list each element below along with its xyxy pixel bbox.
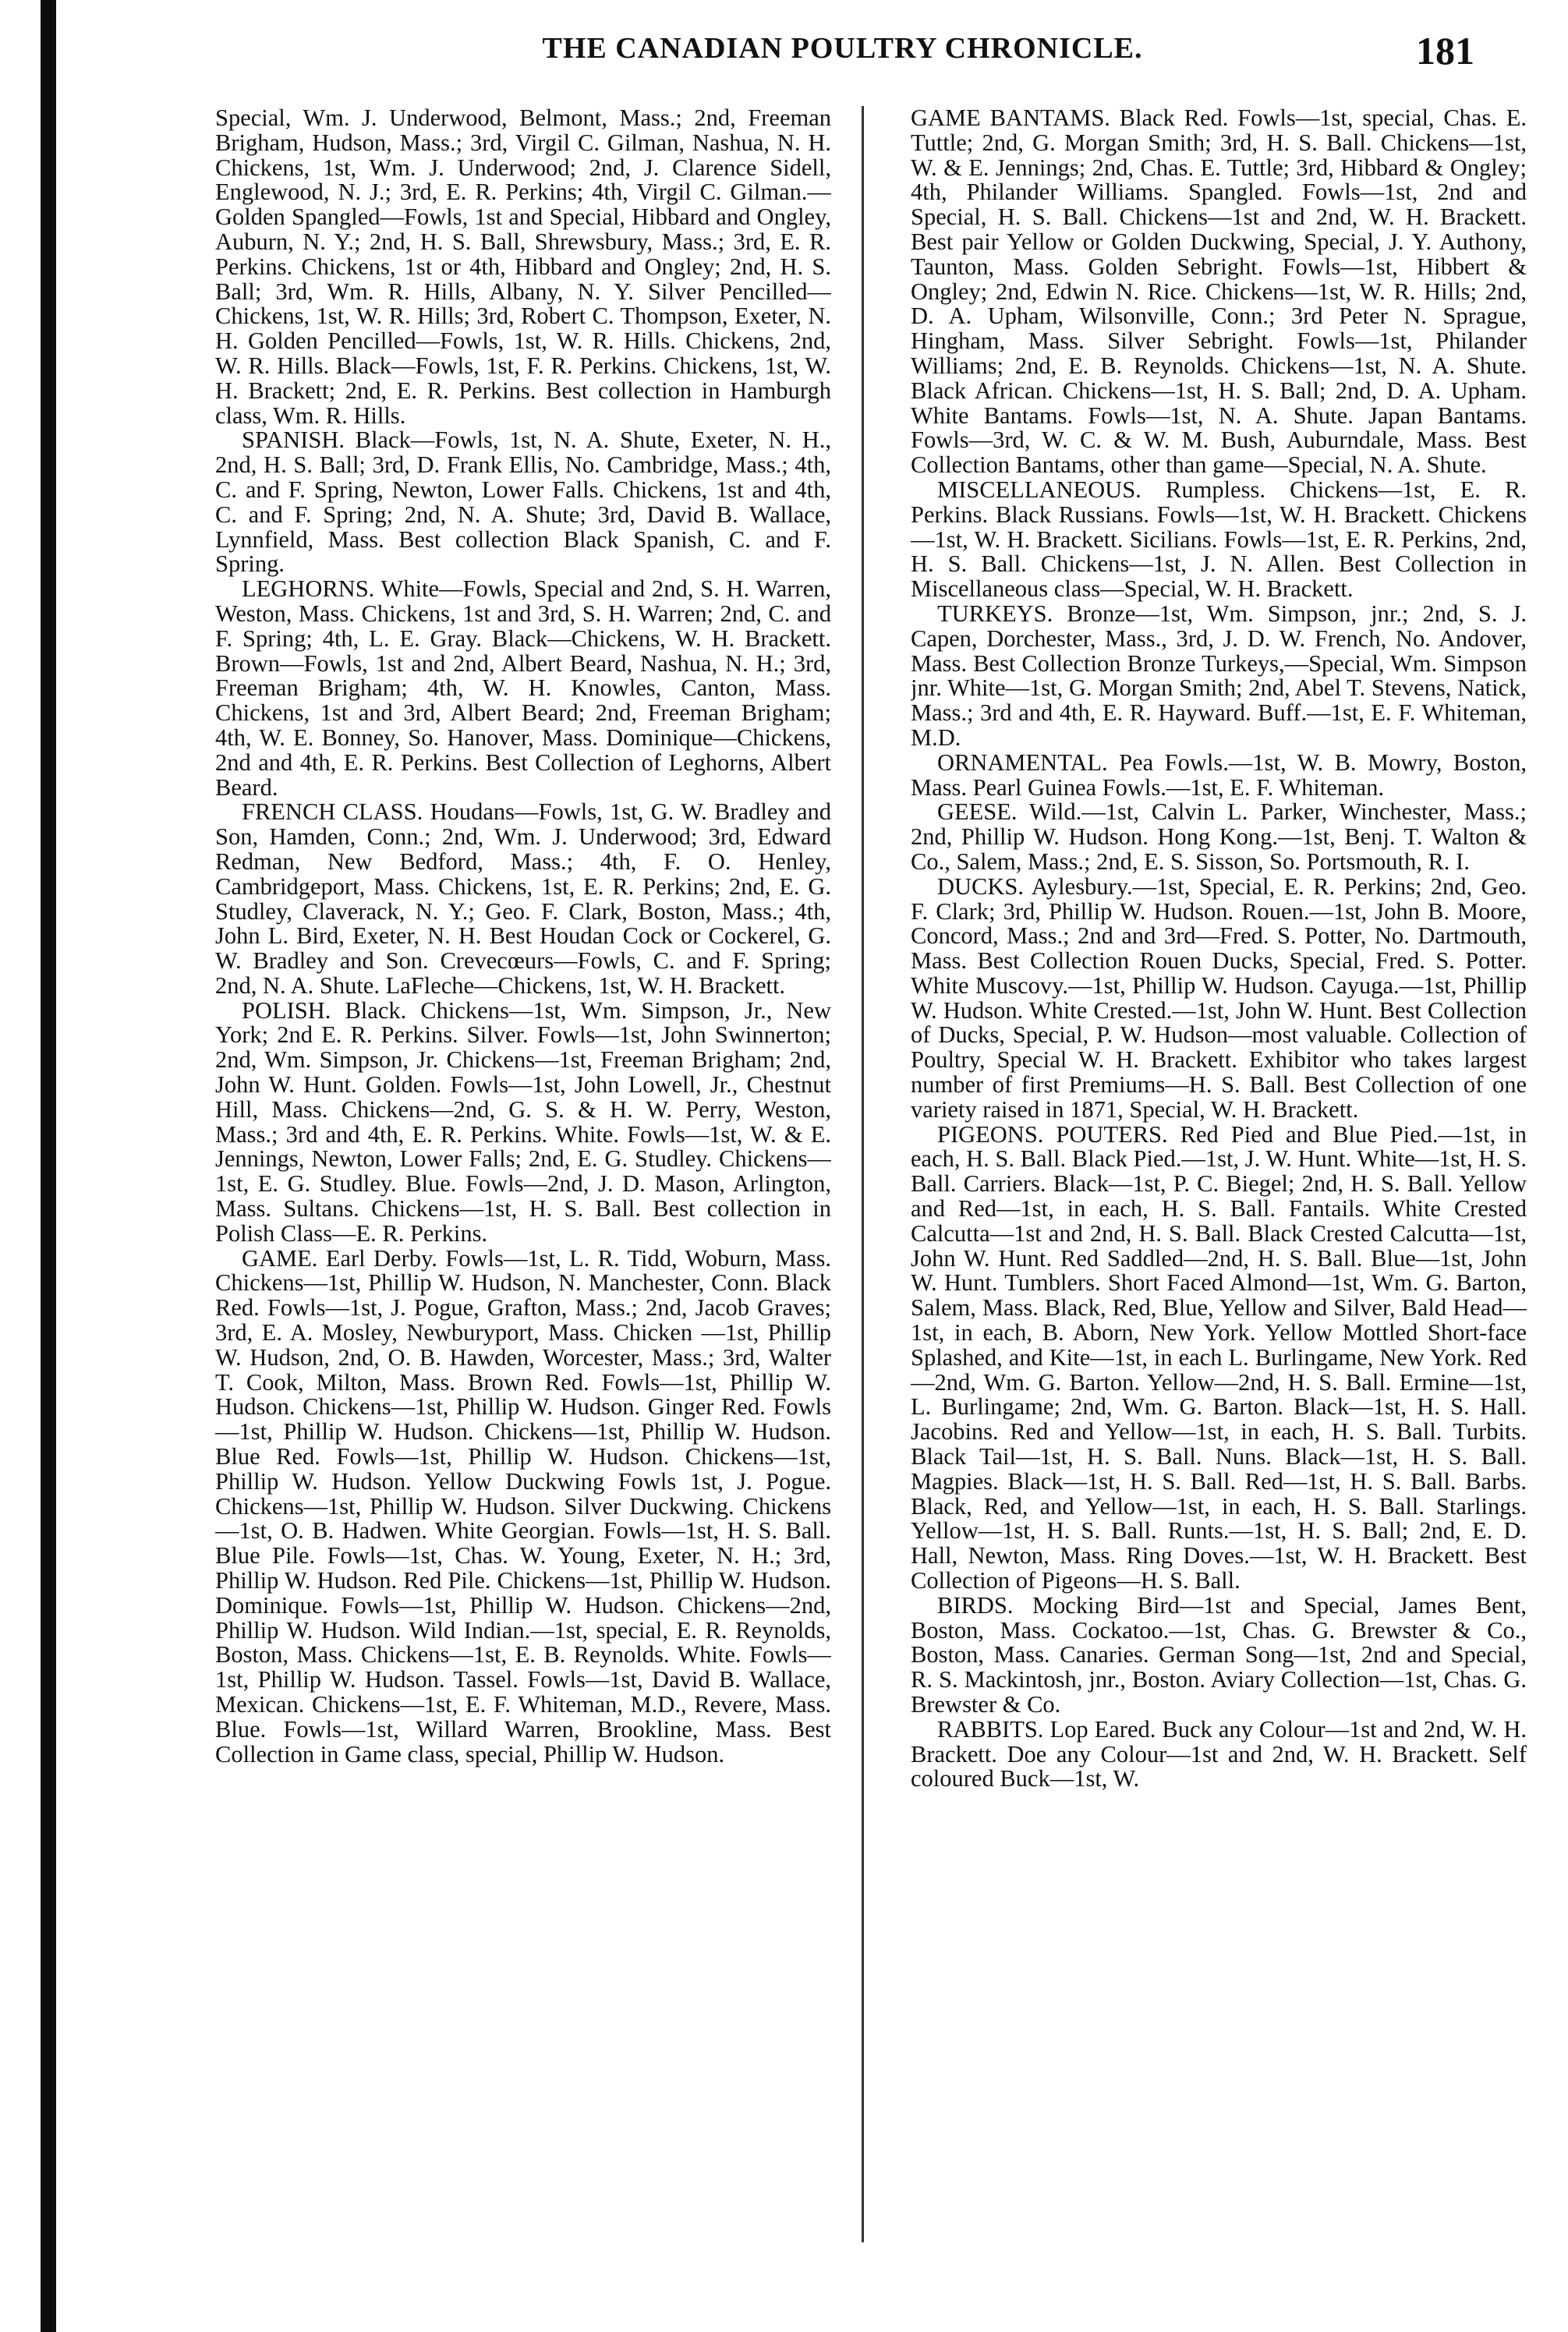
paragraph-leghorns: LEGHORNS. White—Fowls, Special and 2nd, S. H. Warren, Weston, Mass. Chickens, 1st and 3rd, S. H. Warren; 2nd, C. and F. Spring; 4th, L. E. Gray. Black—Chickens, W. H. Brackett. Brown—Fowls, 1st and 2nd, Albert Beard, Nashua, N. H.; 3rd, Freeman Brigham; 4th, W. H. Knowles, Canton, Mass. Chickens, 1st and 3rd, Albert Beard; 2nd, Freeman Brigham; 4th, W. E. Bonney, So. Hanover, Mass. Dominique—Chickens, 2nd and 4th, E. R. Perkins. Best Collection of Leghorns, Albert Beard. <box>215 575 831 801</box>
paragraph-miscellaneous: MISCELLANEOUS. Rumpless. Chickens—1st, E. R. Perkins. Black Russians. Fowls—1st, W. H. Brackett. Chickens—1st, W. H. Brackett. Sicilians. Fowls—1st, E. R. Perkins, 2nd, H. S. Ball. Chickens—1st, J. N. Allen. Best Collection in Miscellaneous class—Special, W. H. Brackett. <box>911 476 1527 603</box>
paragraph-turkeys: TURKEYS. Bronze—1st, Wm. Simpson, jnr.; 2nd, S. J. Capen, Dorchester, Mass., 3rd, J. D. W. French, No. Andover, Mass. Best Collection Bronze Turkeys,—Special, Wm. Simpson jnr. White—1st, G. Morgan Smith; 2nd, Abel T. Stevens, Natick, Mass.; 3rd and 4th, E. R. Hayward. Buff.—1st, E. F. Whiteman, M.D. <box>911 600 1527 751</box>
paragraph-spanish: SPANISH. Black—Fowls, 1st, N. A. Shute, Exeter, N. H., 2nd, H. S. Ball; 3rd, D. Frank Ellis, No. Cambridge, Mass.; 4th, C. and F. Spring, Newton, Lower Falls. Chickens, 1st and 4th, C. and F. Spring; 2nd, N. A. Shute; 3rd, David B. Wallace, Lynnfield, Mass. Best collection Black Spanish, C. and F. Spring. <box>215 426 831 578</box>
page-number: 181 <box>1416 29 1474 73</box>
paragraph-game-bantams: GAME BANTAMS. Black Red. Fowls—1st, special, Chas. E. Tuttle; 2nd, G. Morgan Smith; 3rd, H. S. Ball. Chickens—1st, W. & E. Jennings; 2nd, Chas. E. Tuttle; 3rd, Hibbard & Ongley; 4th, Philander Williams. Spangled. Fowls—1st, 2nd and Special, H. S. Ball. Chickens—1st and 2nd, W. H. Brackett. Best pair Yellow or Golden Duckwing, Special, J. Y. Authony, Taunton, Mass. Golden Sebright. Fowls—1st, Hibbert & Ongley; 2nd, Edwin N. Rice. Chickens—1st, W. R. Hills; 2nd, D. A. Upham, Wilsonville, Conn.; 3rd Peter N. Sprague, Hingham, Mass. Silver Sebright. Fowls—1st, Philander Williams; 2nd, E. B. Reynolds. Chickens—1st, N. A. Shute. Black African. Chickens—1st, H. S. Ball; 2nd, D. A. Upham. White Bantams. Fowls—1st, N. A. Shute. Japan Bantams. Fowls—3rd, W. C. & W. M. Bush, Auburndale, Mass. Best Collection Bantams, other than game—Special, N. A. Shute. <box>911 106 1527 479</box>
paragraph-birds: BIRDS. Mocking Bird—1st and Special, James Bent, Boston, Mass. Cockatoo.—1st, Chas. G. Brewster & Co., Boston, Mass. Canaries. German Song—1st, 2nd and Special, R. S. Mackintosh, jnr., Boston. Aviary Collection—1st, Chas. G. Brewster & Co. <box>911 1591 1527 1718</box>
left-column <box>215 106 831 2274</box>
page-header <box>211 28 1474 75</box>
scanned-page-edge <box>41 0 56 2332</box>
paragraph-hamburgh-continued: Special, Wm. J. Underwood, Belmont, Mass.; 2nd, Freeman Brigham, Hudson, Mass.; 3rd, Virgil C. Gilman, Nashua, N. H. Chickens, 1st, Wm. J. Underwood; 2nd, J. Clarence Sidell, Englewood, N. J.; 3rd, E. R. Perkins; 4th, Virgil C. Gilman.—Golden Spangled—Fowls, 1st and Special, Hibbard and Ongley, Auburn, N. Y.; 2nd, H. S. Ball, Shrewsbury, Mass.; 3rd, E. R. Perkins. Chickens, 1st or 4th, Hibbard and Ongley; 2nd, H. S. Ball; 3rd, Wm. R. Hills, Albany, N. Y. Silver Pencilled—Chickens, 1st, W. R. Hills; 3rd, Robert C. Thompson, Exeter, N. H. Golden Pencilled—Fowls, 1st, W. R. Hills. Chickens, 2nd, W. R. Hills. Black—Fowls, 1st, F. R. Perkins. Chickens, 1st, W. H. Brackett; 2nd, E. R. Perkins. Best collection in Hamburgh class, Wm. R. Hills. <box>215 106 831 429</box>
paragraph-polish: POLISH. Black. Chickens—1st, Wm. Simpson, Jr., New York; 2nd E. R. Perkins. Silver. Fowls—1st, John Swinnerton; 2nd, Wm. Simpson, Jr. Chickens—1st, Freeman Brigham; 2nd, John W. Hunt. Golden. Fowls—1st, John Lowell, Jr., Chestnut Hill, Mass. Chickens—2nd, G. S. & H. W. Perry, Weston, Mass.; 3rd and 4th, E. R. Perkins. White. Fowls—1st, W. & E. Jennings, Newton, Lower Falls; 2nd, E. G. Studley. Chickens—1st, E. G. Studley. Blue. Fowls—2nd, J. D. Mason, Arlington, Mass. Sultans. Chickens—1st, H. S. Ball. Best collection in Polish Class—E. R. Perkins. <box>215 996 831 1247</box>
paragraph-geese: GEESE. Wild.—1st, Calvin L. Parker, Winchester, Mass.; 2nd, Phillip W. Hudson. Hong Kong.—1st, Benj. T. Walton & Co., Salem, Mass.; 2nd, E. S. Sisson, So. Portsmouth, R. I. <box>911 798 1527 875</box>
paragraph-rabbits: RABBITS. Lop Eared. Buck any Colour—1st and 2nd, W. H. Brackett. Doe any Colour—1st and 2nd, W. H. Brackett. Self coloured Buck—1st, W. <box>911 1715 1527 1792</box>
paragraph-french-class: FRENCH CLASS. Houdans—Fowls, 1st, G. W. Bradley and Son, Hamden, Conn.; 2nd, Wm. J. Underwood; 3rd, Edward Redman, New Bedford, Mass.; 4th, F. O. Henley, Cambridgeport, Mass. Chickens, 1st, E. R. Perkins; 2nd, E. G. Studley, Claverack, N. Y.; Geo. F. Clark, Boston, Mass.; 4th, John L. Bird, Exeter, N. H. Best Houdan Cock or Cockerel, G. W. Bradley and Son. Crevecœurs—Fowls, C. and F. Spring; 2nd, N. A. Shute. LaFleche—Chickens, 1st, W. H. Brackett. <box>215 798 831 999</box>
column-divider <box>862 106 864 2242</box>
paragraph-ducks: DUCKS. Aylesbury.—1st, Special, E. R. Perkins; 2nd, Geo. F. Clark; 3rd, Phillip W. Hudson. Rouen.—1st, John B. Moore, Concord, Mass.; 2nd and 3rd—Fred. S. Potter, No. Dartmouth, Mass. Best Collection Rouen Ducks, Special, Fred. S. Potter. White Muscovy.—1st, Phillip W. Hudson. Cayuga.—1st, Phillip W. Hudson. White Crested.—1st, John W. Hunt. Best Collection of Ducks, Special, P. W. Hudson—most valuable. Collection of Poultry, Special W. H. Brackett. Exhibitor who takes largest number of first Premiums—H. S. Ball. Best Collection of one variety raised in 1871, Special, W. H. Brackett. <box>911 872 1527 1123</box>
paragraph-ornamental: ORNAMENTAL. Pea Fowls.—1st, W. B. Mowry, Boston, Mass. Pearl Guinea Fowls.—1st, E. F. Whiteman. <box>911 748 1527 801</box>
paragraph-game: GAME. Earl Derby. Fowls—1st, L. R. Tidd, Woburn, Mass. Chickens—1st, Phillip W. Hudson, N. Manchester, Conn. Black Red. Fowls—1st, J. Pogue, Grafton, Mass.; 2nd, Jacob Graves; 3rd, E. A. Mosley, Newburyport, Mass. Chicken —1st, Phillip W. Hudson, 2nd, O. B. Hawden, Worcester, Mass.; 3rd, Walter T. Cook, Milton, Mass. Brown Red. Fowls—1st, Phillip W. Hudson. Chickens—1st, Phillip W. Hudson. Ginger Red. Fowls—1st, Phillip W. Hudson. Chickens—1st, Phillip W. Hudson. Blue Red. Fowls—1st, Phillip W. Hudson. Chickens—1st, Phillip W. Hudson. Yellow Duckwing Fowls 1st, J. Pogue. Chickens—1st, Phillip W. Hudson. Silver Duckwing. Chickens—1st, O. B. Hadwen. White Georgian. Fowls—1st, H. S. Ball. Blue Pile. Fowls—1st, Chas. W. Young, Exeter, N. H.; 3rd, Phillip W. Hudson. Red Pile. Chickens—1st, Phillip W. Hudson. Dominique. Fowls—1st, Phillip W. Hudson. Chickens—2nd, Phillip W. Hudson. Wild Indian.—1st, special, E. R. Reynolds, Boston, Mass. Chickens—1st, E. B. Reynolds. White. Fowls—1st, Phillip W. Hudson. Tassel. Fowls—1st, David B. Wallace, Mexican. Chickens—1st, E. F. Whiteman, M.D., Revere, Mass. Blue. Fowls—1st, Willard Warren, Brookline, Mass. Best Collection in Game class, special, Phillip W. Hudson. <box>215 1244 831 1768</box>
paragraph-pigeons: PIGEONS. POUTERS. Red Pied and Blue Pied.—1st, in each, H. S. Ball. Black Pied.—1st, J. W. Hunt. White—1st, H. S. Ball. Carriers. Black—1st, P. C. Biegel; 2nd, H. S. Ball. Yellow and Red—1st, in each, H. S. Ball. Fantails. White Crested Calcutta—1st and 2nd, H. S. Ball. Black Crested Calcutta—1st, John W. Hunt. Red Saddled—2nd, H. S. Ball. Blue—1st, John W. Hunt. Tumblers. Short Faced Almond—1st, Wm. G. Barton, Salem, Mass. Black, Red, Blue, Yellow and Silver, Bald Head—1st, in each, B. Aborn, New York. Yellow Mottled Short-face Splashed, and Kite—1st, in each L. Burlingame, New York. Red—2nd, Wm. G. Barton. Yellow—2nd, H. S. Ball. Ermine—1st, L. Burlingame; 2nd, Wm. G. Barton. Black—1st, H. S. Hall. Jacobins. Red and Yellow—1st, in each, H. S. Ball. Turbits. Black Tail—1st, H. S. Ball. Nuns. Black—1st, H. S. Ball. Magpies. Black—1st, H. S. Ball. Red—1st, H. S. Ball. Barbs. Black, Red, and Yellow—1st, in each, H. S. Ball. Starlings. Yellow—1st, H. S. Ball. Runts.—1st, H. S. Ball; 2nd, E. D. Hall, Newton, Mass. Ring Doves.—1st, W. H. Brackett. Best Collection of Pigeons—H. S. Ball. <box>911 1120 1527 1594</box>
right-column <box>911 106 1527 2274</box>
running-title: THE CANADIAN POULTRY CHRONICLE. <box>542 32 1143 65</box>
